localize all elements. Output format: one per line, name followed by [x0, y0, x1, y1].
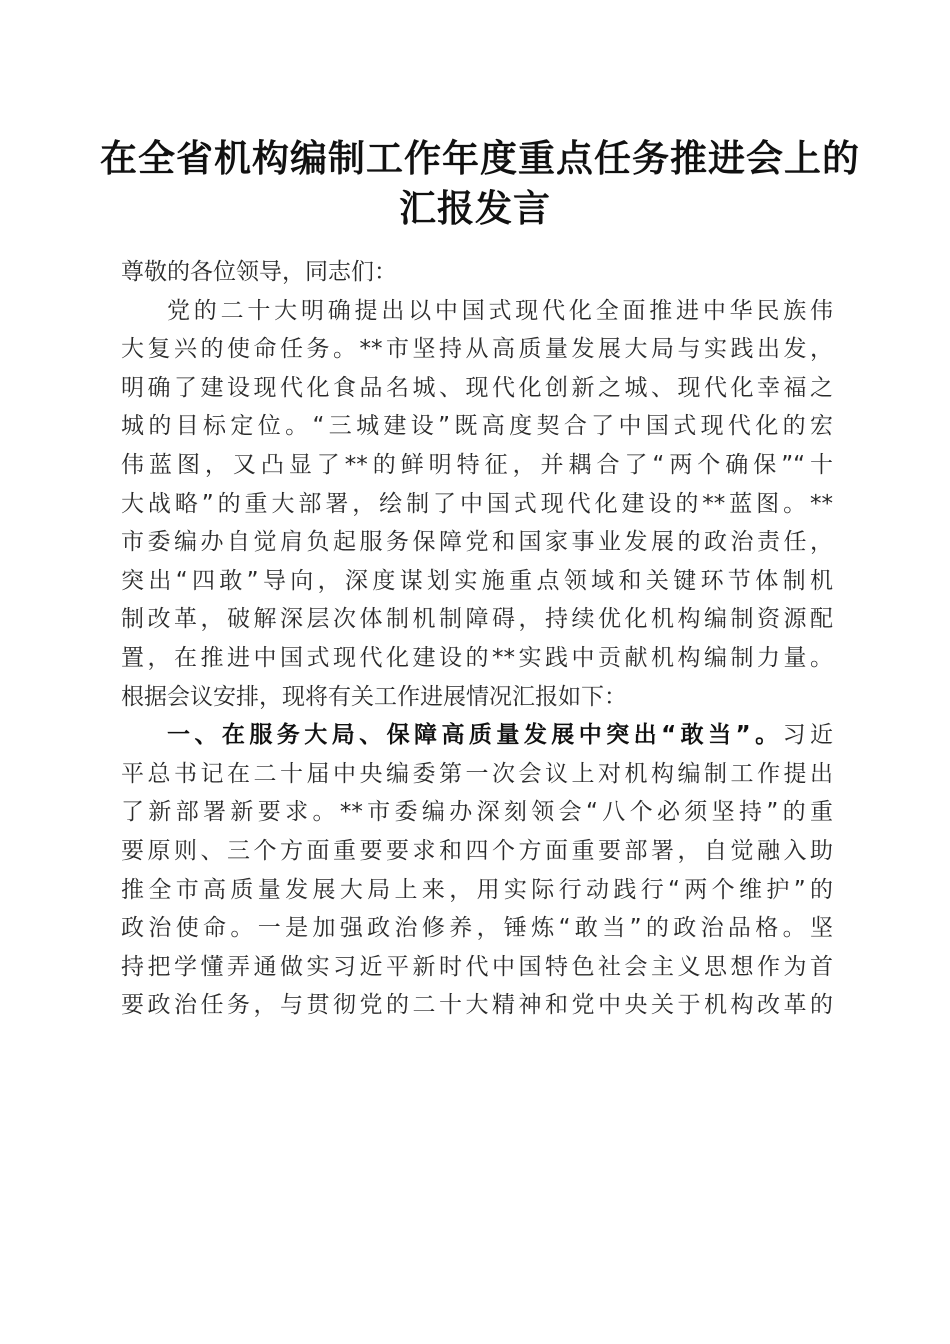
section-1-line: 平总书记在二十届中央编委第一次会议上对机构编制工作提出 — [121, 760, 833, 787]
section-1-first-line — [121, 716, 833, 755]
paragraph-1-line: 城的目标定位。“三城建设”既高度契合了中国式现代化的宏 — [121, 413, 833, 440]
paragraph-1-line: 市委编办自觉肩负起服务保障党和国家事业发展的政治责任， — [121, 529, 833, 556]
paragraph-1-line: 根据会议安排，现将有关工作进展情况汇报如下： — [121, 683, 627, 710]
section-1-line: 要政治任务，与贯彻党的二十大精神和党中央关于机构改革的 — [121, 992, 833, 1019]
document-body — [121, 253, 833, 1025]
paragraph-1-line: 置，在推进中国式现代化建设的**实践中贡献机构编制力量。 — [121, 644, 833, 671]
section-1-first-line-tail: 习近 — [782, 722, 834, 749]
section-1-line: 要原则、三个方面重要要求和四个方面重要部署，自觉融入助 — [121, 837, 833, 864]
paragraph-1-line: 明确了建设现代化食品名城、现代化创新之城、现代化幸福之 — [121, 374, 833, 401]
section-1-heading: 一、在服务大局、保障高质量发展中突出“敢当”。 — [167, 722, 783, 749]
title-line-2: 汇报发言 — [399, 186, 551, 230]
section-1-line: 了新部署新要求。**市委编办深刻领会“八个必须坚持”的重 — [121, 799, 833, 826]
paragraph-1-line: 大战略”的重大部署，绘制了中国式现代化建设的**蓝图。** — [121, 490, 833, 517]
document-title — [100, 133, 860, 233]
title-line-1: 在全省机构编制工作年度重点任务推进会上的 — [100, 136, 860, 180]
section-1-line: 持把学懂弄通做实习近平新时代中国特色社会主义思想作为首 — [121, 953, 833, 980]
paragraph-1-line: 党的二十大明确提出以中国式现代化全面推进中华民族伟 — [167, 297, 833, 324]
paragraph-1-line: 伟蓝图，又凸显了**的鲜明特征，并耦合了“两个确保”“十 — [121, 451, 833, 478]
paragraph-1-line: 制改革，破解深层次体制机制障碍，持续优化机构编制资源配 — [121, 606, 833, 633]
section-1-line: 政治使命。一是加强政治修养，锤炼“敢当”的政治品格。坚 — [121, 915, 833, 942]
greeting: 尊敬的各位领导，同志们： — [121, 259, 397, 285]
paragraph-1-line: 突出“四敢”导向，深度谋划实施重点领域和关键环节体制机 — [121, 567, 833, 594]
section-1-line: 推全市高质量发展大局上来，用实际行动践行“两个维护”的 — [121, 876, 833, 903]
paragraph-1-line: 大复兴的使命任务。**市坚持从高质量发展大局与实践出发， — [121, 336, 833, 363]
